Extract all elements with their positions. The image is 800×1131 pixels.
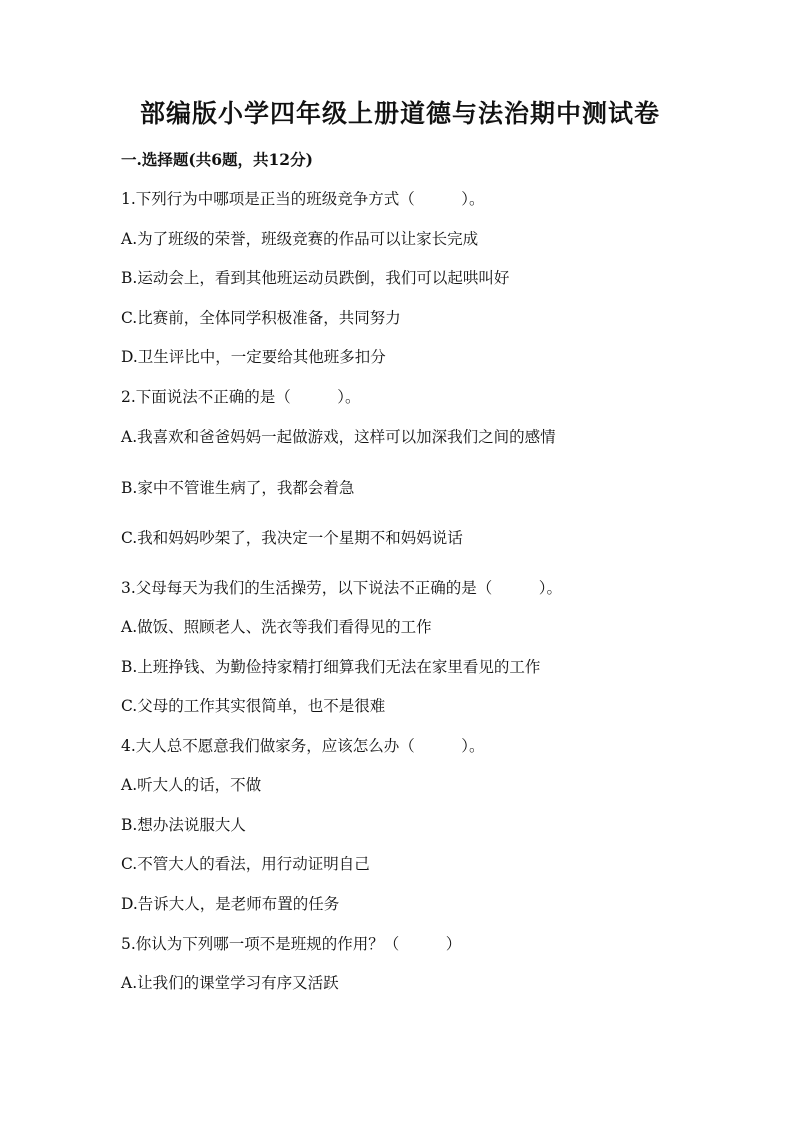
- section-heading: 一.选择题(共6题，共12分): [121, 150, 313, 169]
- option-item: A.我喜欢和爸爸妈妈一起做游戏，这样可以加深我们之间的感情: [121, 428, 556, 446]
- option-item: B.上班挣钱、为勤俭持家精打细算我们无法在家里看见的工作: [121, 658, 541, 676]
- option-item: B.运动会上，看到其他班运动员跌倒，我们可以起哄叫好: [121, 269, 510, 287]
- question-stem: 4.大人总不愿意我们做家务，应该怎么办（ ）。: [121, 737, 485, 755]
- option-item: A.听大人的话，不做: [121, 776, 262, 794]
- question-stem: 1.下列行为中哪项是正当的班级竞争方式（ ）。: [121, 190, 485, 208]
- question-stem: 3.父母每天为我们的生活操劳，以下说法不正确的是（ ）。: [121, 579, 563, 597]
- option-item: B.想办法说服大人: [121, 816, 246, 834]
- option-item: C.父母的工作其实很简单，也不是很难: [121, 697, 386, 715]
- option-item: D.卫生评比中，一定要给其他班多扣分: [121, 348, 386, 366]
- option-item: A.让我们的课堂学习有序又活跃: [121, 974, 339, 992]
- question-stem: 2.下面说法不正确的是（ ）。: [121, 388, 361, 406]
- option-item: C.不管大人的看法，用行动证明自己: [121, 855, 370, 873]
- page-title: 部编版小学四年级上册道德与法治期中测试卷: [139, 99, 660, 128]
- option-item: A.做饭、照顾老人、洗衣等我们看得见的工作: [121, 618, 432, 636]
- option-item: D.告诉大人，是老师布置的任务: [121, 895, 340, 913]
- question-stem: 5.你认为下列哪一项不是班规的作用？（ ）: [121, 935, 462, 953]
- option-item: A.为了班级的荣誉，班级竞赛的作品可以让家长完成: [121, 230, 479, 248]
- option-item: B.家中不管谁生病了，我都会着急: [121, 479, 355, 497]
- option-item: C.比赛前，全体同学积极准备，共同努力: [121, 309, 401, 327]
- option-item: C.我和妈妈吵架了，我决定一个星期不和妈妈说话: [121, 529, 463, 547]
